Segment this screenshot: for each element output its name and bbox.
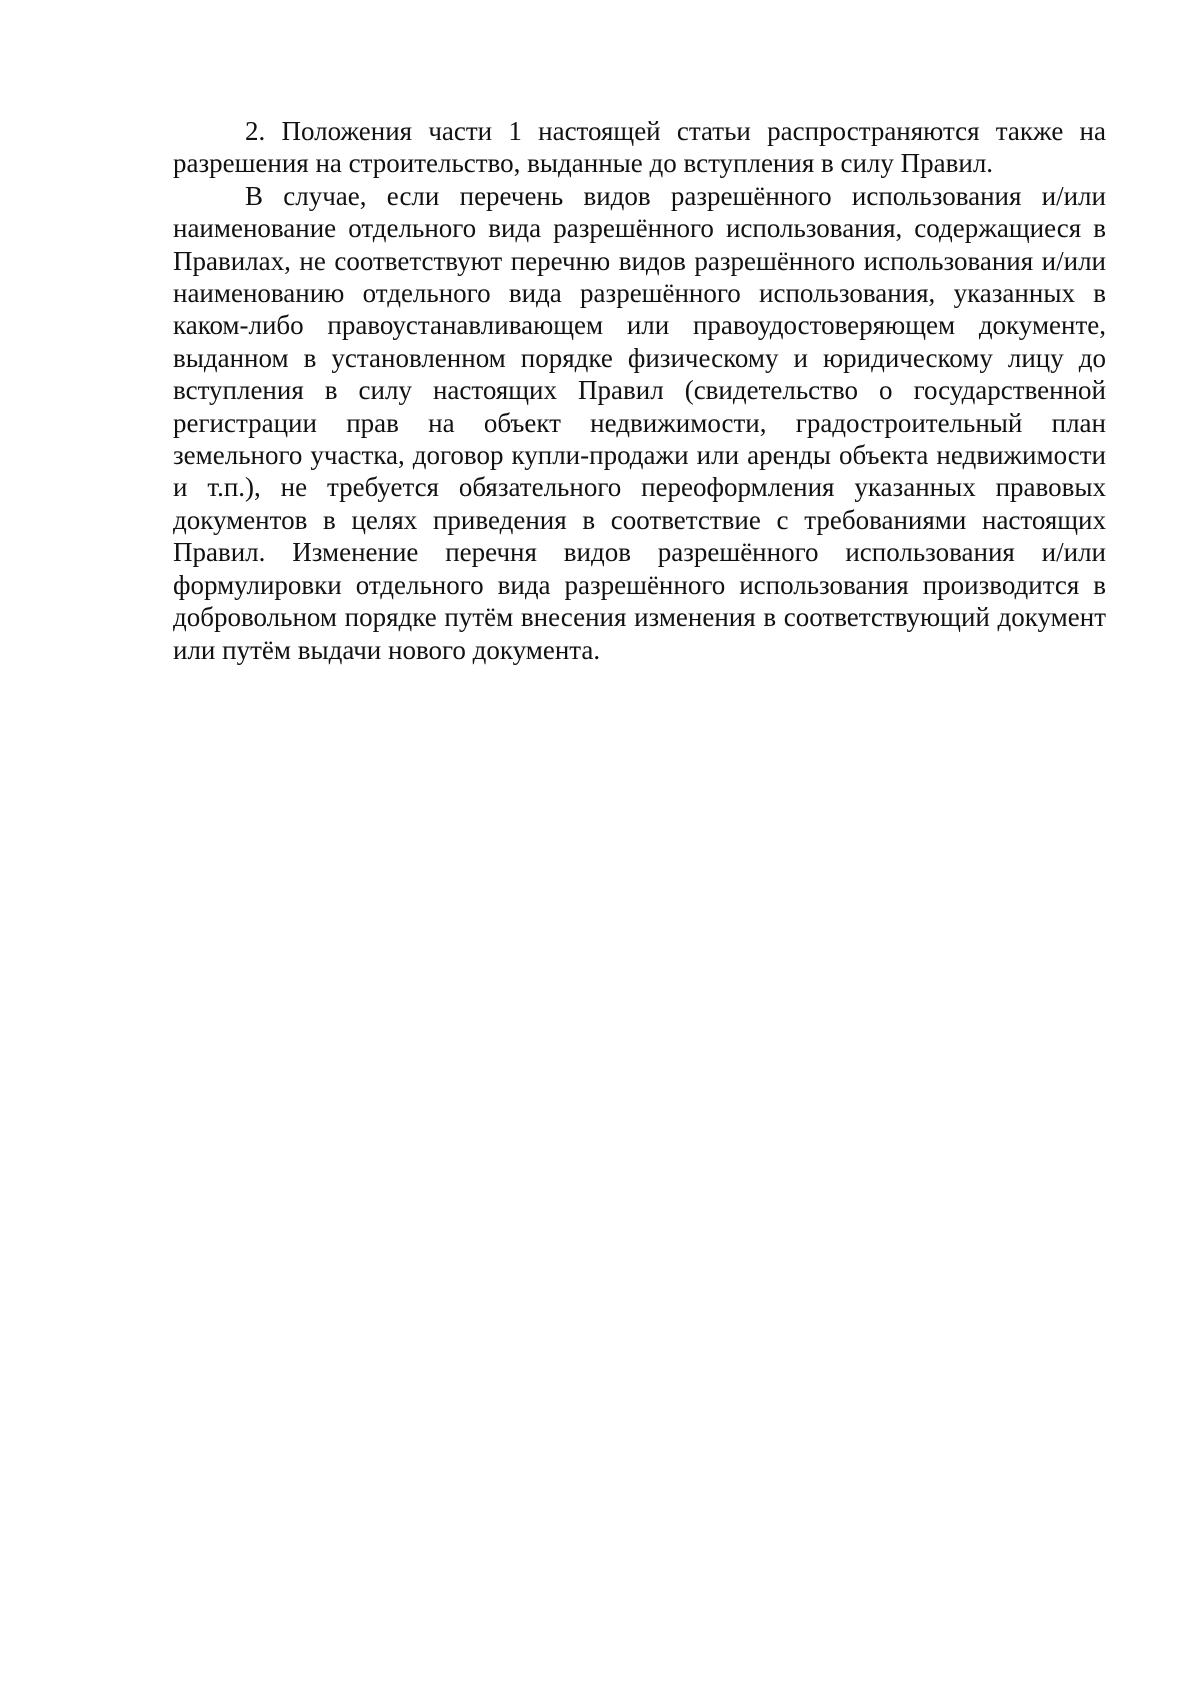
- document-body: [173, 115, 1106, 666]
- paragraph-permitted-use: В случае, если перечень видов разрешённого использования и/или наименование отдельного вида разрешённого использования, содержащиеся в Правилах, не соответствуют перечню видов разрешённого использования и/или наименованию отдельного вида разрешённого использования, указанных в каком-либо правоустанавливающем или правоудостоверяющем документе, выданном в установленном порядке физическому и юридическому лицу до вступления в силу настоящих Правил (свидетельство о государственной регистрации прав на объект недвижимости, градостроительный план земельного участка, договор купли-продажи или аренды объекта недвижимости и т.п.), не требуется обязательного переоформления указанных правовых документов в целях приведения в соответствие с требованиями настоящих Правил. Изменение перечня видов разрешённого использования и/или формулировки отдельного вида разрешённого использования производится в добровольном порядке путём внесения изменения в соответствующий документ или путём выдачи нового документа.: [173, 180, 1106, 665]
- paragraph-part-2: 2. Положения части 1 настоящей статьи распространяются также на разрешения на строительство, выданные до вступления в силу Правил.: [173, 116, 1106, 179]
